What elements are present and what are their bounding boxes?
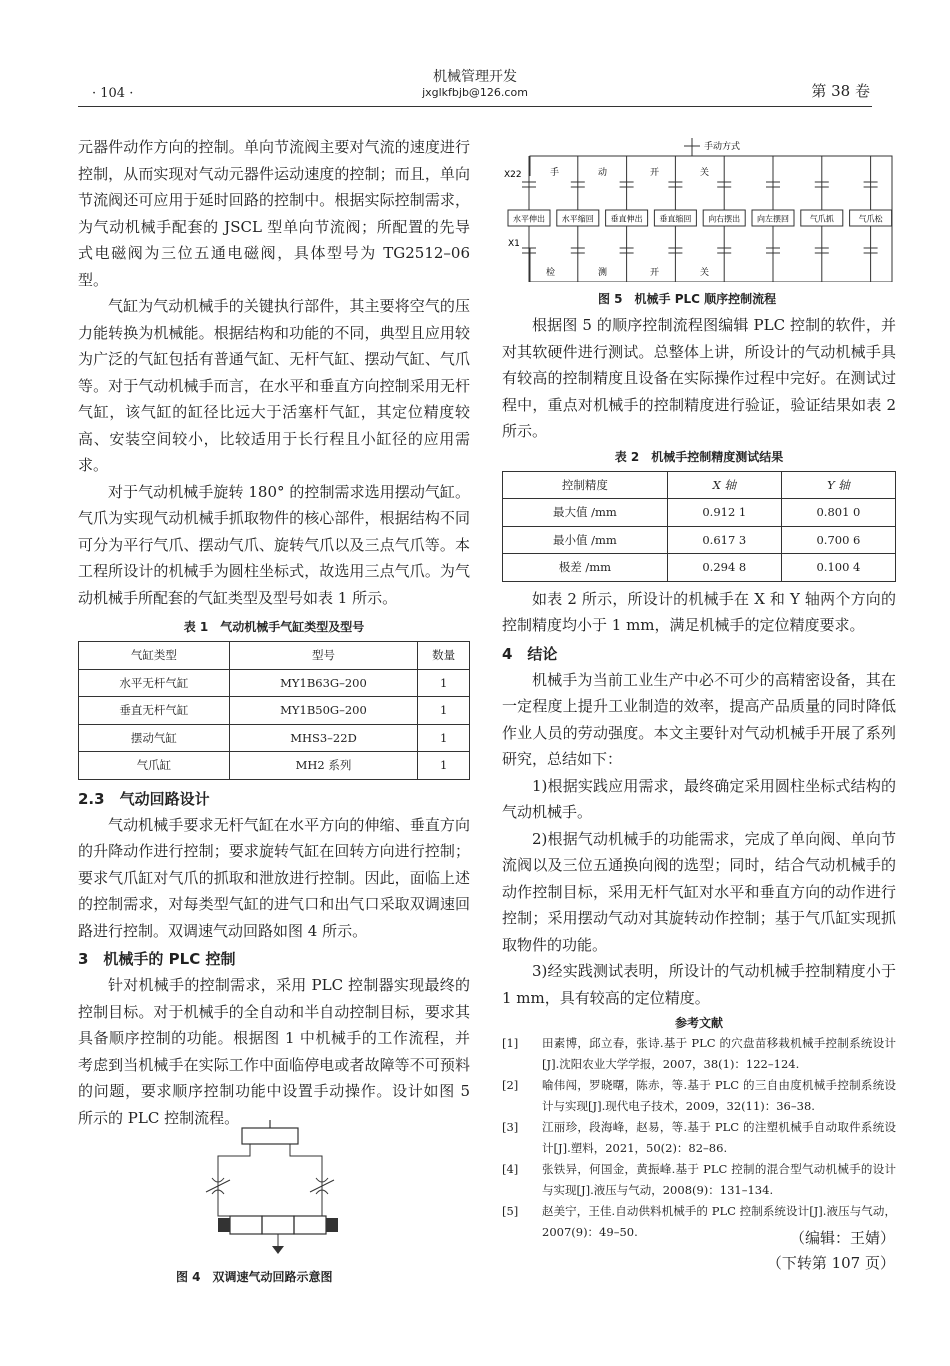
solenoid-right	[326, 1218, 338, 1232]
table-cell: 水平无杆气缸	[79, 669, 230, 697]
page-number: · 104 ·	[92, 86, 134, 101]
table-cell: MH2 系列	[229, 752, 418, 780]
editor-note	[767, 1226, 895, 1276]
reference-item	[502, 1117, 896, 1159]
right-column	[502, 312, 896, 1243]
table1-caption: 表 1 气动机械手气缸类型及型号	[183, 620, 365, 634]
table-header: 控制精度	[503, 471, 668, 499]
reference-number: [5]	[502, 1204, 519, 1218]
step-box-label: 向左摆回	[757, 214, 789, 224]
step-box-label: 向右摆出	[708, 214, 741, 224]
step-box-label: 气爪抓	[809, 214, 834, 224]
cylinder-body	[242, 1128, 298, 1144]
table-cell: 1	[418, 669, 470, 697]
figure4-caption: 图 4 双调速气动回路示意图	[176, 1270, 333, 1284]
table-row	[503, 554, 896, 582]
table-header: 型号	[229, 642, 418, 670]
volume-label: 第 38 卷	[811, 82, 870, 100]
table-header: 数量	[418, 642, 470, 670]
step-box-label: 气爪松	[858, 214, 883, 224]
top-char: 手	[550, 168, 560, 178]
reference-list	[502, 1033, 896, 1243]
table-header: Y 轴	[781, 471, 895, 499]
paragraph: 元器件动作方向的控制。单向节流阀主要对气流的速度进行控制，从而实现对气动元器件运动速度的控制；而且，单向节流阀还可应用于延时回路的控制中。根据实际控制需求，为气动机械手配套的 JSCL 型单向节流阀；所配置的先导式电磁阀为三位五通电磁阀，具体型号为 TG2512–06 型。	[78, 138, 470, 289]
reference-number: [4]	[502, 1162, 519, 1176]
table-cell: MY1B50G–200	[229, 697, 418, 725]
editor-name: （编辑：王婧）	[789, 1229, 895, 1247]
plc-flow-svg	[502, 134, 896, 282]
table-cell: 0.617 3	[667, 526, 781, 554]
paragraph: 如表 2 所示，所设计的机械手在 X 和 Y 轴两个方向的控制精度均小于 1 mm，满足机械手的定位精度要求。	[502, 589, 896, 634]
section-heading: 3 机械手的 PLC 控制	[78, 950, 236, 968]
bottom-char: 关	[700, 268, 710, 278]
reference-item	[502, 1033, 896, 1075]
reference-number: [3]	[502, 1120, 519, 1134]
table-cell: MY1B63G–200	[229, 669, 418, 697]
table-row	[503, 526, 896, 554]
table-cell: 0.801 0	[781, 499, 895, 527]
valve-block-left	[230, 1216, 262, 1234]
section-heading: 4 结论	[502, 644, 558, 663]
table-cell: 0.100 4	[781, 554, 895, 582]
solenoid-left	[218, 1218, 230, 1232]
figure5-caption: 图 5 机械手 PLC 顺序控制流程	[598, 292, 777, 306]
paragraph: 气动机械手要求无杆气缸在水平方向的伸缩、垂直方向的升降动作进行控制；要求旋转气缸在回转方向进行控制；要求气爪缸对气爪的抓取和泄放进行控制。因此，面临上述的控制需求，对每类型气缸的进气口和出气口采取双调速回路进行控制。双调速气动回路如图 4 所示。	[78, 815, 470, 940]
top-char: 开	[650, 168, 660, 178]
manual-mode-label: 手动方式	[704, 142, 741, 152]
paragraph: 针对机械手的控制需求，采用 PLC 控制器实现最终的控制目标。对于机械手的全自动和半自动控制目标，要求其具备顺序控制的功能。根据图 1 中机械手的工作流程，并考虑到当机械手在实际工作中面临停电或者故障等不可预料的问题，要求顺序控制功能中设置手动操作。设计如图 5 所示的 PLC 控制流程。	[78, 976, 470, 1127]
pneumatic-circuit-svg	[200, 1120, 360, 1260]
table-cell: 极差 /mm	[503, 554, 668, 582]
reference-number: [2]	[502, 1078, 519, 1092]
reference-text: 赵美宁，王佳.自动供料机械手的 PLC 控制系统设计[J].液压与气动，2007(9)：49–50.	[542, 1204, 896, 1239]
x22-label: X22	[504, 170, 522, 180]
references-title: 参考文献	[674, 1016, 723, 1030]
step-box-label: 垂直伸出	[610, 214, 643, 224]
journal-email: jxglkfbjb@126.com	[422, 86, 528, 99]
paragraph: 机械手为当前工业生产中必不可少的高精密设备，其在一定程度上提升工业制造的效率，提高产品质量的同时降低作业人员的劳动强度。本文主要针对气动机械手开展了系列研究，总结如下：	[502, 670, 896, 768]
supply-triangle	[272, 1246, 284, 1254]
continued-note: （下转第 107 页）	[766, 1254, 895, 1272]
top-char: 动	[598, 168, 608, 178]
table-row	[79, 752, 470, 780]
table-cell: 1	[418, 724, 470, 752]
paragraph: 2)根据气动机械手的功能需求，完成了单向阀、单向节流阀以及三位五通换向阀的选型；同时，结合气动机械手的动作控制目标，采用无杆气缸对水平和垂直方向的动作进行控制；采用摆动气动对其旋转动作控制；基于气爪缸实现抓取物件的功能。	[502, 829, 896, 954]
step-box-label: 垂直缩回	[659, 214, 692, 224]
reference-number: [1]	[502, 1036, 519, 1050]
top-char: 关	[700, 168, 710, 178]
step-box-label: 水平缩回	[561, 214, 594, 224]
table1	[78, 641, 470, 780]
table-row	[79, 724, 470, 752]
table2-caption: 表 2 机械手控制精度测试结果	[614, 449, 784, 464]
bottom-char: 检	[546, 268, 556, 278]
paragraph: 1)根据实践应用需求，最终确定采用圆柱坐标式结构的气动机械手。	[502, 776, 896, 821]
table-cell: 摆动气缸	[79, 724, 230, 752]
table2	[502, 471, 896, 582]
table-header: X 轴	[667, 471, 781, 499]
reference-text: 田素博，邱立春，张诗.基于 PLC 的穴盘苗移栽机械手控制系统设计[J].沈阳农业大学学报，2007，38(1)：122–124.	[542, 1036, 896, 1071]
journal-title: 机械管理开发	[433, 69, 517, 85]
table-cell: 1	[418, 752, 470, 780]
reference-text: 张铁异，何国金，黄振峰.基于 PLC 控制的混合型气动机械手的设计与实现[J].液压与气动，2008(9)：131–134.	[542, 1162, 896, 1197]
table-row	[79, 669, 470, 697]
header-rule	[78, 106, 872, 107]
table-cell: 垂直无杆气缸	[79, 697, 230, 725]
step-box-label: 水平伸出	[513, 214, 545, 224]
table-cell: 1	[418, 697, 470, 725]
figure4-diagram	[200, 1120, 360, 1260]
reference-item	[502, 1075, 896, 1117]
table-cell: MHS3–22D	[229, 724, 418, 752]
figure5-diagram	[502, 134, 896, 282]
valve-block-center	[262, 1216, 294, 1234]
paragraph: 3)经实践测试表明，所设计的气动机械手控制精度小于 1 mm，具有较高的定位精度。	[502, 962, 896, 1007]
table-header: 气缸类型	[79, 642, 230, 670]
left-column	[78, 134, 470, 1131]
valve-block-right	[294, 1216, 326, 1234]
table-cell: 气爪缸	[79, 752, 230, 780]
reference-text: 喻伟闯，罗晓曙，陈赤，等.基于 PLC 的三自由度机械手控制系统设计与实现[J].现代电子技术，2009，32(11)：36–38.	[542, 1078, 896, 1113]
paragraph: 根据图 5 的顺序控制流程图编辑 PLC 控制的软件，并对其软硬件进行测试。总整体上讲，所设计的气动机械手具有较高的控制精度且设备在实际操作过程中完好。在测试过程中，重点对机械手的控制精度进行验证，验证结果如表 2 所示。	[502, 316, 896, 440]
section-heading: 2.3 气动回路设计	[78, 789, 210, 808]
bottom-char: 测	[598, 268, 608, 278]
table-cell: 0.912 1	[667, 499, 781, 527]
table-row	[79, 697, 470, 725]
table-cell: 最大值 /mm	[503, 499, 668, 527]
table-cell: 0.700 6	[781, 526, 895, 554]
x1-label: X1	[508, 239, 520, 249]
table-cell: 0.294 8	[667, 554, 781, 582]
table-row	[503, 499, 896, 527]
paragraph: 气缸为气动机械手的关键执行部件，其主要将空气的压力能转换为机械能。根据结构和功能的不同，典型且应用较为广泛的气缸包括有普通气缸、无杆气缸、摆动气缸、气爪等。对于气动机械手而言，在水平和垂直方向控制采用无杆气缸，该气缸的缸径比远大于活塞杆气缸，其定位精度较高、安装空间较小，比较适用于长行程且小缸径的应用需求。	[78, 297, 470, 474]
table-cell: 最小值 /mm	[503, 526, 668, 554]
bottom-char: 开	[650, 268, 660, 278]
paragraph: 对于气动机械手旋转 180° 的控制需求选用摆动气缸。气爪为实现气动机械手抓取物件的核心部件，根据结构不同可分为平行气爪、摆动气爪、旋转气爪以及三点气爪等。本工程所设计的机械手为圆柱坐标式，故选用三点气爪。为气动机械手所配套的气缸类型及型号如表 1 所示。	[78, 482, 470, 607]
reference-text: 江丽珍，段海峰，赵易，等.基于 PLC 的注塑机械手自动取件系统设计[J].塑料，2021，50(2)：82–86.	[542, 1120, 896, 1155]
reference-item	[502, 1159, 896, 1201]
